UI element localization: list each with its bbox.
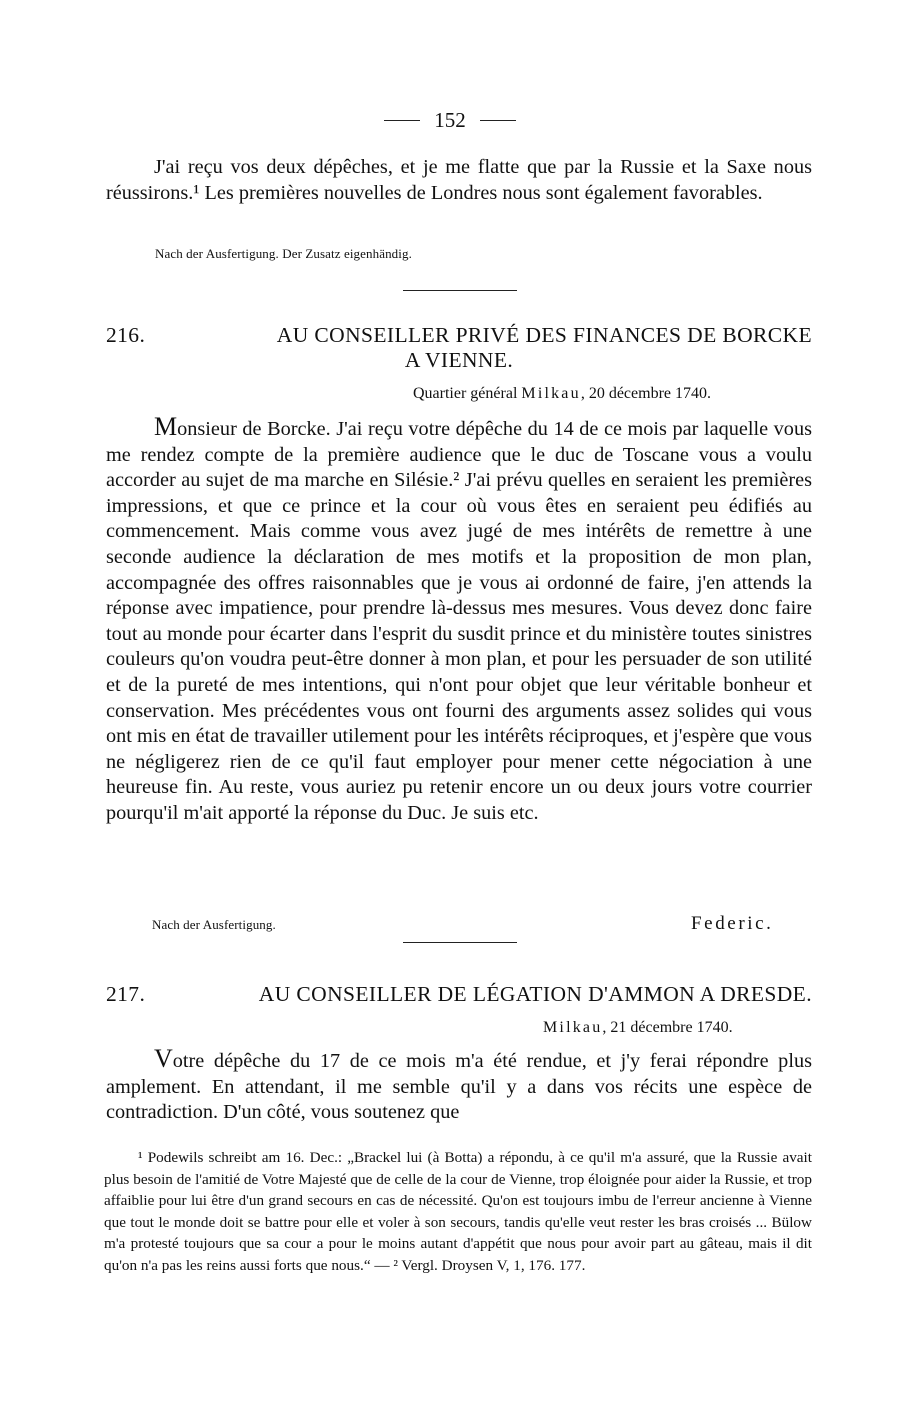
letter-216-heading-line1 <box>106 323 812 348</box>
letter-216-date: , 20 décembre 1740. <box>580 385 711 402</box>
letter-216-title: AU CONSEILLER PRIVÉ DES FINANCES DE BORCKE <box>276 323 812 347</box>
footnote-text: ¹ Podewils schreibt am 16. Dec.: „Brackel lui (à Botta) a répondu, à ce qu'il m'a assuré, que la Russie avait plus besoin de l'amitié de Votre Majesté que de celle de la cour de Vienne, trop éloignée pour aider la Russie, et trop affaiblie pour lui être d'un grand secours en cas de nécessité. Qu'on est toujours imbu de l'erreur ancienne à Vienne que tout le monde doit se battre pour elle et voler à son secours, tandis qu'elle veut rester les bras croisés ... Bülow m'a protesté toujours que sa cour a pour le moins autant d'appétit que nous pour avoir part au gâteau, mais il dit qu'on n'a pas les reins aussi forts que nous.“ — ² Vergl. Droysen V, 1, 176. 177. <box>104 1149 812 1274</box>
letter-216-heading <box>106 323 812 373</box>
section-divider <box>403 290 517 291</box>
letter-217-place: Milkau <box>543 1019 603 1036</box>
page-number: 152 <box>434 108 466 132</box>
letter-216-number: 216. <box>106 323 146 347</box>
letter-217-heading <box>106 982 812 1007</box>
letter-217-body-text: otre dépêche du 17 de ce mois m'a été rendue, et j'y ferai répondre plus amplement. En attendant, il me semble qu'il y a dans vos récits une espèce de contradiction. D'un côté, vous soutenez que <box>106 1050 812 1124</box>
letter-216-heading-line2: A VIENNE. <box>404 348 514 372</box>
footnotes <box>104 1147 812 1277</box>
letter-216-opening-cap: M <box>154 412 178 441</box>
header-dash-right <box>480 120 516 121</box>
letter-216-place: Milkau <box>521 385 581 402</box>
header-dash-left <box>384 120 420 121</box>
letter-216-body-text: onsieur de Borcke. J'ai reçu votre dépêche du 14 de ce mois par laquelle vous me rendez compte de la première audience que le duc de Toscane vous a voulu accorder au sujet de ma marche en Silésie.² J'ai prévu quelles en seraient les premières impressions, et que ce prince et la cour où vous êtes en seraient peu édifiés au commencement. Mais comme vous avez jugé de mes intérêts de remettre à une seconde audience la déclaration de mes motifs et la proposition de mon plan, accompagnée des offres raisonnables que je vous ai ordonné de faire, j'en attends la réponse avec impatience, pour prendre là-dessus mes mesures. Vous devez donc faire tout au monde pour écarter dans l'esprit du susdit prince et du ministère toutes sinistres couleurs qu'on voudra peut-être donner à mon plan, et pour les persuader de son utilité et de la pureté de mes intentions, qui n'ont pour objet que leur véritable bonheur et conservation. Mes précédentes vous ont fourni des arguments assez solides qui vous ont mis en état de travailler utilement pour les intérêts réciproques, et j'espère que vous ne négligerez rien de ce qu'il faut employer pour mener cette négociation à une heureuse fin. Au reste, vous auriez pu retenir encore un ou deux jours votre courrier pourqu'il m'ait apporté la réponse du Duc. Je suis etc. <box>106 418 812 824</box>
letter-217-title: AU CONSEILLER DE LÉGATION D'AMMON A DRESDE. <box>258 982 812 1006</box>
letter-216-source-note: Nach der Ausfertigung. <box>152 917 276 932</box>
letter-216-signature: Federic. <box>691 913 774 934</box>
letter-217-dateline <box>543 1019 733 1037</box>
letter-216-dateline <box>413 385 711 403</box>
section-divider <box>403 942 517 943</box>
letter-217-date: , 21 décembre 1740. <box>602 1019 733 1036</box>
page-header <box>0 108 900 133</box>
intro-paragraph: J'ai reçu vos deux dépêches, et je me flatte que par la Russie et la Saxe nous réussirons.¹ Les premières nouvelles de Londres nous sont également favorables. <box>106 156 812 204</box>
intro-source-note: Nach der Ausfertigung. Der Zusatz eigenhändig. <box>155 246 412 261</box>
letter-217-number: 217. <box>106 982 146 1006</box>
letter-216-body <box>106 414 812 827</box>
letter-217-body <box>106 1046 812 1126</box>
letter-216-place-label: Quartier général <box>413 385 518 402</box>
letter-217-opening-cap: V <box>154 1044 173 1073</box>
